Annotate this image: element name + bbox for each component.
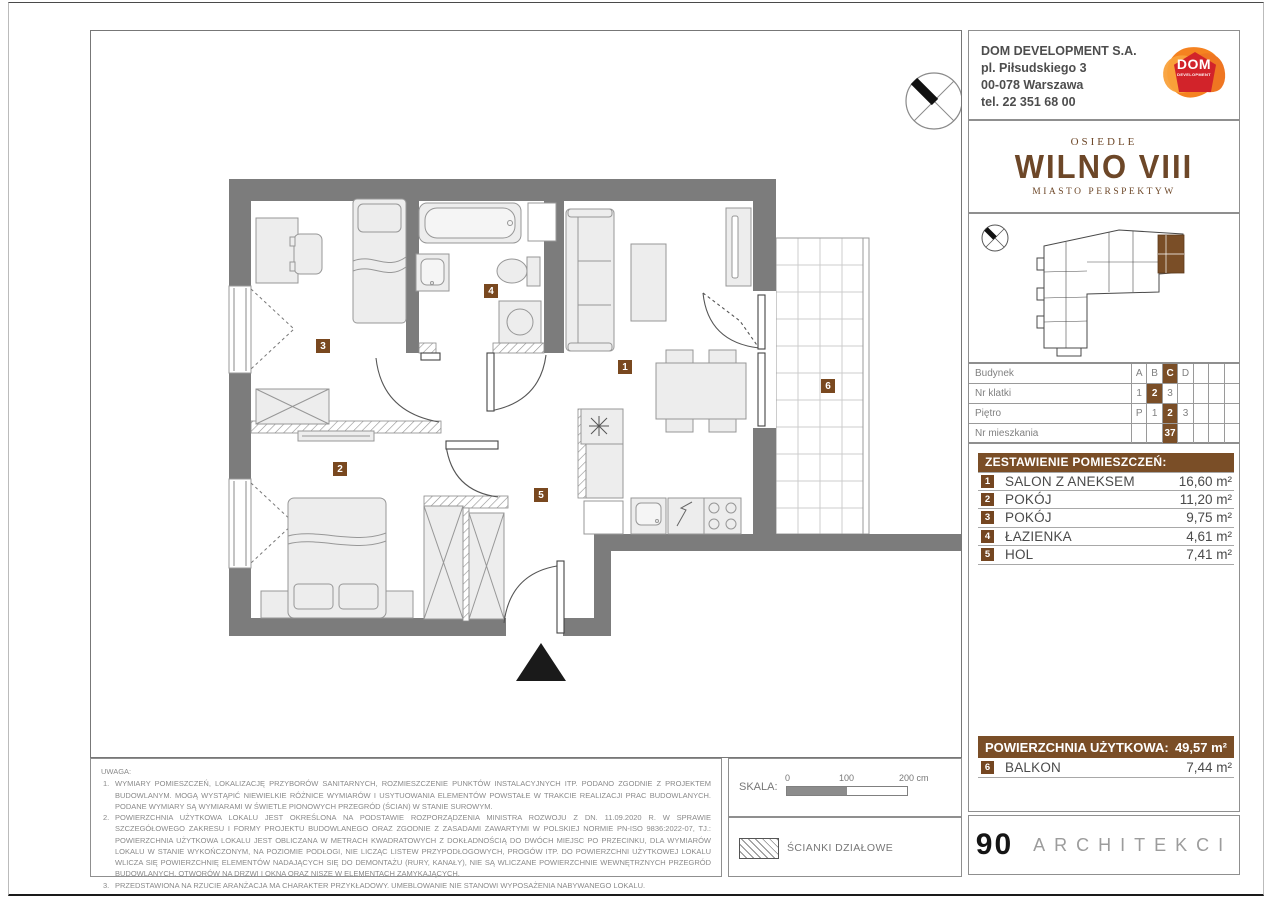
coffee-table <box>631 244 666 321</box>
row-label: Nr klatki <box>975 388 1012 399</box>
room-rows <box>978 472 1234 565</box>
room-label-1: 1 <box>618 360 632 374</box>
room-label-3: 3 <box>316 339 330 353</box>
room-label-5: 5 <box>534 488 548 502</box>
legend-box <box>728 817 962 877</box>
cell <box>1208 424 1223 443</box>
kitchen-cabinet <box>584 501 623 534</box>
architect-logo-name: ARCHITEKCI <box>1033 834 1233 855</box>
site-key-plan <box>969 214 1239 362</box>
notes-title: UWAGA: <box>101 767 132 776</box>
cell <box>1224 424 1239 443</box>
note-text: WYMIARY POMIESZCZEŃ, LOKALIZACJĘ PRZYBORÓW SANITARNYCH, ROZMIESZCZENIE PUNKTÓW INSTALACYJNYCH ITP. PODANO ZGODNIE Z PROJEKTEM BUDOWLANYM. MOGĄ WYSTĄPIĆ NIEWIELKIE RÓŻNICE WYMIARÓW I USYTUOWANIA ELEMENTÓW POWSTAŁE W TRAKCIE REALIZACJI PRAC BUDOWLANYCH. PODANE WYMIARY SĄ WYMIARAMI W ŚWIETLE PIONOWYCH PRZEGRÓD (ŚCIAN) W STANIE SUROWYM. <box>115 779 711 811</box>
table-row <box>969 404 1239 424</box>
total-area-value: 49,57 m² <box>1174 739 1227 755</box>
company-phone: tel. 22 351 68 00 <box>981 95 1076 109</box>
scale-bar <box>785 773 929 796</box>
dining-chair <box>709 419 736 432</box>
room-name: HOL <box>1005 547 1034 563</box>
dining-chair <box>666 419 693 432</box>
note-item <box>101 778 711 812</box>
cell: 1 <box>1146 404 1161 423</box>
architect-logo-number: 90 <box>975 828 1014 861</box>
dishwasher <box>668 498 704 534</box>
estate-label: OSIEDLE <box>1070 136 1138 148</box>
room-name: ŁAZIENKA <box>1005 528 1072 544</box>
window-room2 <box>229 479 294 568</box>
note-item <box>101 812 711 880</box>
scale-tick-100: 100 <box>839 773 855 783</box>
desk <box>256 218 298 283</box>
cell: B <box>1146 364 1161 383</box>
shaft <box>528 203 556 241</box>
balcony-row-wrap <box>978 758 1234 778</box>
note-number: 2. <box>103 813 110 822</box>
cell-highlighted: 37 <box>1162 424 1177 443</box>
toilet <box>497 259 527 283</box>
pillow <box>339 584 378 609</box>
site-key-plan-box <box>968 213 1240 363</box>
north-arrow-icon <box>906 73 961 129</box>
cell <box>1193 384 1208 403</box>
room-area: 4,61 m² <box>1186 528 1232 544</box>
cell <box>1208 384 1223 403</box>
logo-text: DOM <box>1176 56 1212 72</box>
cell: 3 <box>1162 384 1177 403</box>
note-number: 3. <box>103 880 110 890</box>
note-number: 1. <box>103 779 110 789</box>
cell-highlighted: 2 <box>1146 384 1161 403</box>
dom-development-logo <box>1163 45 1225 101</box>
room-area: 9,75 m² <box>1186 510 1232 526</box>
total-area-bar <box>978 736 1234 758</box>
sofa <box>566 209 614 351</box>
chair <box>294 234 322 274</box>
table-row <box>969 364 1239 384</box>
legend-label: ŚCIANKI DZIAŁOWE <box>787 842 894 854</box>
cell: 3 <box>1177 404 1192 423</box>
cell <box>1177 384 1192 403</box>
floor-plan-drawing <box>91 31 961 757</box>
partition-hatch-swatch <box>739 838 779 859</box>
cell: 1 <box>1131 384 1146 403</box>
scale-tick-0: 0 <box>785 773 791 783</box>
cell-highlighted: C <box>1162 364 1177 383</box>
cell <box>1224 384 1239 403</box>
room-number-badge: 4 <box>981 530 994 543</box>
logo-subtext: DEVELOPMENT <box>1177 72 1211 77</box>
notes-box <box>90 758 722 890</box>
kitchen-cabinet <box>586 444 623 498</box>
note-text: POWIERZCHNIA UŻYTKOWA LOKALU JEST OKREŚLONA NA PODSTAWIE ROZPORZĄDZENIA MINISTRA ROZWOJU Z DN. 11.09.2020 R. W SPRAWIE SZCZEGÓŁOWEGO ZAKRESU I FORMY PROJEKTU BUDOWLANEGO ORAZ ZGODNIE Z ZASADAMI ZAWARTYMI W POLSKIEJ NORMIE PN-ISO 9836:2022-07, TJ.: POWIERZCHNIA UŻYTKOWA LOKALU JEST OBLICZANA W METRACH KWADRATOWYCH Z DOKŁADNOŚCIĄ DO DWÓCH MIEJSC PO PRZECINKU, DLA WYMIARÓW LOKALU W STANIE WYKOŃCZONYM, NA POZIOMIE PODŁOGI, NIE LICZĄC LISTEW PRZYPODŁOGOWYCH, PROGÓW ITP. DO POWIERZCHNI UŻYTKOWEJ LOKALU WLICZA SIĘ POWIERZCHNIĘ ELEMENTÓW NADAJĄCYCH SIĘ DO DEMONTAŻU (RURY, KANAŁY), NIE SĄ WLICZANE POWIERZCHNIE WEWNĘTRZNYCH PRZEGRÓD BUDOWLANYCH, OTWORÓW NA DRZWI I OKNA ORAZ NISZE W ELEMENTACH ZAMYKAJĄCYCH. <box>115 813 711 879</box>
project-brand-box <box>968 120 1240 213</box>
row-label: Budynek <box>975 368 1014 379</box>
room-number-badge: 1 <box>981 475 994 488</box>
room-label-4: 4 <box>484 284 498 298</box>
floor-plan-area <box>90 30 962 758</box>
project-name: WILNO VIII <box>1014 147 1194 186</box>
cell: P <box>1131 404 1146 423</box>
scale-tick-200: 200 cm <box>899 773 929 783</box>
cell <box>1224 404 1239 423</box>
scale-box <box>728 758 962 817</box>
room-schedule <box>968 443 1240 812</box>
pillow <box>358 204 401 232</box>
cell <box>1193 364 1208 383</box>
room-row <box>978 491 1234 510</box>
room-number-badge: 6 <box>981 761 994 774</box>
company-name: DOM DEVELOPMENT S.A. <box>981 44 1137 58</box>
room-name: SALON Z ANEKSEM <box>1005 473 1135 489</box>
room-area: 7,44 m² <box>1186 760 1232 775</box>
room-area: 11,20 m² <box>1179 491 1232 507</box>
room-area: 16,60 m² <box>1178 473 1232 489</box>
dining-table <box>656 363 746 419</box>
table-row <box>969 424 1239 443</box>
room-number-badge: 2 <box>981 493 994 506</box>
scale-segment-filled <box>787 787 847 795</box>
room-name: BALKON <box>1005 760 1061 775</box>
highlighted-apartment <box>1158 235 1184 273</box>
note-item <box>101 880 711 891</box>
company-info-box <box>968 30 1240 120</box>
cell <box>1177 424 1192 443</box>
project-tagline: MIASTO PERSPEKTYW <box>1032 187 1176 197</box>
company-address-2: 00-078 Warszawa <box>981 78 1084 92</box>
room-area: 7,41 m² <box>1186 547 1232 563</box>
room-label-6: 6 <box>821 379 835 393</box>
entrance-arrow-icon <box>516 643 566 681</box>
cell <box>1193 424 1208 443</box>
cell <box>1146 424 1161 443</box>
room-row <box>978 509 1234 528</box>
cell: A <box>1131 364 1146 383</box>
scale-label: SKALA: <box>739 781 778 793</box>
room-label-2: 2 <box>333 462 347 476</box>
cell <box>1208 404 1223 423</box>
cell <box>1208 364 1223 383</box>
company-address-1: pl. Piłsudskiego 3 <box>981 61 1087 75</box>
note-text: PRZEDSTAWIONA NA RZUCIE ARANŻACJA MA CHARAKTER PRZYKŁADOWY. UMEBLOWANIE NIE STANOWI WYPOSAŻENIA NABYWANEGO LOKALU. <box>115 880 646 890</box>
pillow <box>294 584 333 609</box>
row-label: Nr mieszkania <box>975 428 1039 439</box>
row-label: Piętro <box>975 408 1002 419</box>
room-row <box>978 546 1234 565</box>
furniture <box>256 199 751 619</box>
scale-segment-empty <box>847 787 907 795</box>
washing-machine <box>499 301 541 343</box>
dining-chair <box>709 350 736 363</box>
dining-chair <box>666 350 693 363</box>
room-number-badge: 3 <box>981 511 994 524</box>
room-name: POKÓJ <box>1005 510 1052 526</box>
room-row <box>978 472 1234 491</box>
room-name: POKÓJ <box>1005 491 1052 507</box>
cell-highlighted: 2 <box>1162 404 1177 423</box>
table-row <box>969 384 1239 404</box>
location-table <box>968 363 1240 443</box>
cell <box>1224 364 1239 383</box>
mini-north-arrow-icon <box>982 225 1008 251</box>
cell <box>1131 424 1146 443</box>
balcony-row <box>978 758 1234 778</box>
room-row <box>978 528 1234 547</box>
window-room3 <box>229 286 294 373</box>
cell: D <box>1177 364 1192 383</box>
total-area-label: POWIERZCHNIA UŻYTKOWA: <box>985 739 1169 755</box>
room-schedule-header: ZESTAWIENIE POMIESZCZEŃ: <box>978 453 1234 472</box>
architect-logo-box <box>968 815 1240 875</box>
room-number-badge: 5 <box>981 548 994 561</box>
cell <box>1193 404 1208 423</box>
toilet-tank <box>527 257 540 286</box>
hob <box>704 498 741 534</box>
